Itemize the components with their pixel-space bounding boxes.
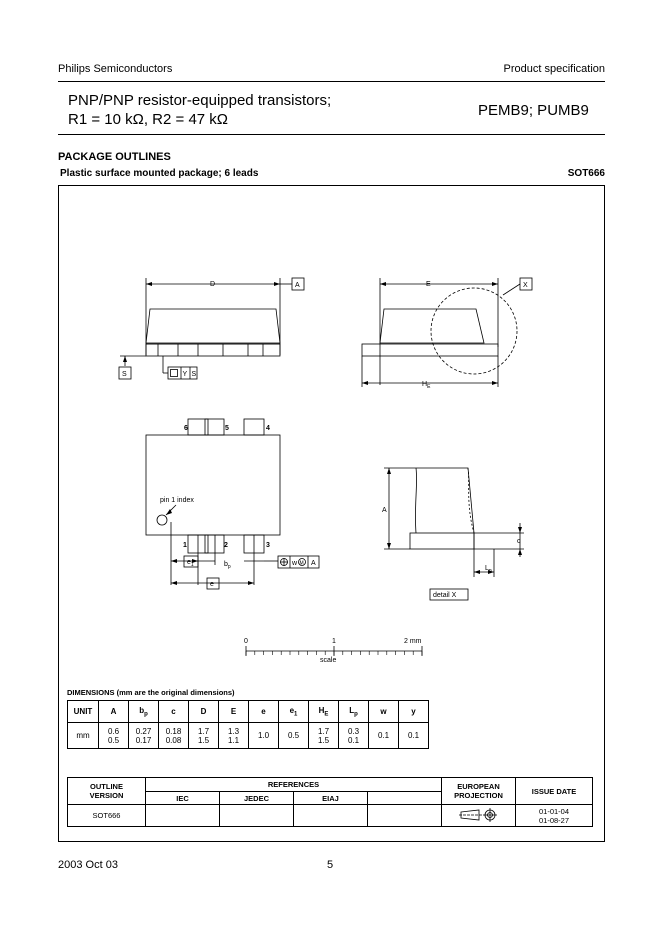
package-description: Plastic surface mounted package; 6 leads: [60, 168, 259, 179]
cell-unit: mm: [68, 723, 99, 749]
col-a: A: [99, 701, 129, 723]
scale-2: 2 mm: [404, 638, 422, 645]
pin-2: 2: [224, 542, 228, 549]
issue-dates: 01-01-04 01-08-27: [516, 805, 593, 827]
footer-date: 2003 Oct 03: [58, 859, 118, 871]
blank-reference-cell: [368, 792, 442, 805]
label-e-dim: E: [426, 281, 431, 288]
projection-symbol: [442, 805, 516, 827]
label-s-ref: S: [191, 371, 197, 378]
first-angle-projection-icon: [457, 807, 501, 823]
label-a-ref: A: [311, 560, 316, 567]
label-y: Y: [182, 371, 188, 378]
header-rule-top: [58, 81, 605, 82]
col-he: $H_E$: [309, 701, 339, 723]
label-a-box: A: [295, 282, 300, 289]
label-m: M: [299, 560, 304, 567]
col-e: E: [219, 701, 249, 723]
title-line-2: R1 = 10 kΩ, R2 = 47 kΩ: [68, 111, 229, 128]
cell-bp: 0.27 0.17: [129, 723, 159, 749]
scale-1: 1: [332, 638, 336, 645]
col-d: D: [189, 701, 219, 723]
section-title: PACKAGE OUTLINES: [58, 151, 171, 163]
label-s: S: [122, 371, 127, 378]
label-he: $H_E$: [422, 381, 431, 390]
package-code: SOT666: [567, 168, 605, 179]
label-e1: $e_1$: [187, 559, 194, 568]
pin-4: 4: [266, 425, 270, 432]
pin-1: 1: [183, 542, 187, 549]
scale-0: 0: [244, 638, 248, 645]
label-d: D: [210, 281, 216, 288]
cell-e1: 0.5: [279, 723, 309, 749]
label-lp: $L_p$: [485, 565, 492, 574]
part-numbers: PEMB9; PUMB9: [478, 102, 589, 119]
detail-x-label: detail X: [433, 592, 457, 599]
iec-header: IEC: [146, 792, 220, 805]
dimensions-table: [67, 700, 429, 749]
page-number: 5: [327, 859, 334, 871]
label-c: c: [517, 538, 521, 545]
title-line-1: PNP/PNP resistor-equipped transistors;: [68, 92, 332, 109]
references-table: [67, 777, 593, 827]
company-name: Philips Semiconductors: [58, 63, 173, 75]
extra-value: [368, 805, 442, 827]
page-title: [68, 91, 331, 129]
cell-w: 0.1: [369, 723, 399, 749]
label-a-side: A: [382, 507, 387, 514]
cell-c: 0.18 0.08: [159, 723, 189, 749]
outline-version-header: OUTLINE VERSION: [68, 778, 146, 805]
pin1-index-label: pin 1 index: [160, 497, 194, 504]
cell-d: 1.7 1.5: [189, 723, 219, 749]
jedec-header: JEDEC: [220, 792, 294, 805]
col-e1: $e_1$: [279, 701, 309, 723]
references-header: REFERENCES: [146, 778, 442, 792]
jedec-value: [220, 805, 294, 827]
dimensions-data-row: [68, 723, 429, 749]
iec-value: [146, 805, 220, 827]
cell-pitch-e: 1.0: [249, 723, 279, 749]
col-lp: $L_p$: [339, 701, 369, 723]
col-y: y: [399, 701, 429, 723]
label-bp: $b_p$: [224, 561, 231, 570]
eiaj-value: [294, 805, 368, 827]
cell-y: 0.1: [399, 723, 429, 749]
col-w: w: [369, 701, 399, 723]
eiaj-header: EIAJ: [294, 792, 368, 805]
dimensions-header-row: [68, 701, 429, 723]
col-c: c: [159, 701, 189, 723]
cell-lp: 0.3 0.1: [339, 723, 369, 749]
issue-date-header: ISSUE DATE: [516, 778, 593, 805]
pin-6: 6: [184, 425, 188, 432]
col-bp: $b_p$: [129, 701, 159, 723]
label-w: w: [292, 560, 298, 567]
cell-he: 1.7 1.5: [309, 723, 339, 749]
cell-a: 0.6 0.5: [99, 723, 129, 749]
doc-type: Product specification: [503, 63, 605, 75]
european-projection-header: EUROPEAN PROJECTION: [442, 778, 516, 805]
label-x-box: X: [523, 282, 528, 289]
label-e: e: [210, 581, 214, 588]
dimensions-title: DIMENSIONS (mm are the original dimensions): [67, 688, 235, 697]
package-drawing: [58, 185, 605, 685]
outline-value: SOT666: [68, 805, 146, 827]
pin-5: 5: [225, 425, 229, 432]
col-unit: UNIT: [68, 701, 99, 723]
pin-3: 3: [266, 542, 270, 549]
scale-label: scale: [320, 657, 337, 664]
col-pitch-e: e: [249, 701, 279, 723]
cell-e: 1.3 1.1: [219, 723, 249, 749]
header-rule-bottom: [58, 134, 605, 135]
